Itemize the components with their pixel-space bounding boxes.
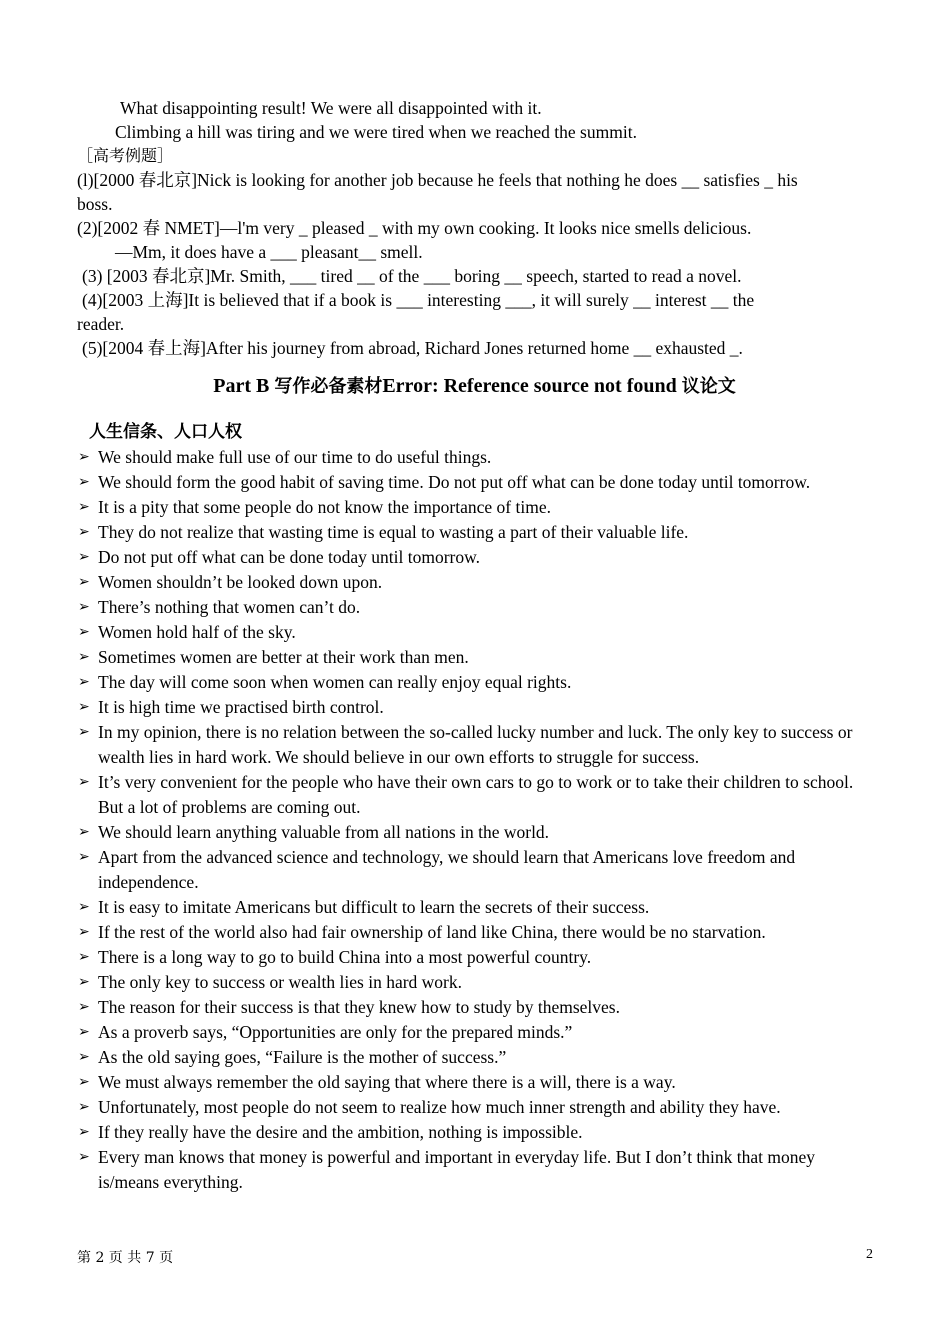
arrow-bullet-icon: ➢ (78, 649, 90, 665)
question-2-cont: —Mm, it does have a ___ pleasant__ smell. (115, 242, 423, 262)
part-b-cjk-suffix: 议论文 (681, 376, 736, 397)
list-item (77, 1045, 872, 1070)
arrow-bullet-icon: ➢ (78, 924, 90, 940)
question-1: (l)[2000 春北京]Nick is looking for another job because he feels that nothing he does __ satisfies _ his (77, 170, 798, 190)
page-content (77, 96, 872, 1195)
list-item-text: If they really have the desire and the ambition, nothing is impossible. (98, 1122, 583, 1142)
list-item (77, 595, 872, 620)
part-b-error-text: Error: Reference source not found (382, 375, 677, 397)
arrow-bullet-icon: ➢ (78, 1149, 90, 1165)
list-item-text: They do not realize that wasting time is equal to wasting a part of their valuable life. (98, 522, 689, 542)
list-item (77, 995, 872, 1020)
list-item (77, 820, 872, 845)
intro-line: What disappointing result! We were all disappointed with it. (120, 98, 542, 118)
bullet-list (77, 445, 872, 1195)
arrow-bullet-icon: ➢ (78, 449, 90, 465)
list-item-text: The day will come soon when women can really enjoy equal rights. (98, 672, 572, 692)
part-b-title (77, 372, 872, 401)
list-item (77, 520, 872, 545)
list-item (77, 645, 872, 670)
list-item-text: We should form the good habit of saving time. Do not put off what can be done today until tomorrow. (98, 472, 811, 492)
arrow-bullet-icon: ➢ (78, 549, 90, 565)
list-item (77, 620, 872, 645)
arrow-bullet-icon: ➢ (78, 1124, 90, 1140)
list-item-text: We should learn anything valuable from all nations in the world. (98, 822, 550, 842)
arrow-bullet-icon: ➢ (78, 974, 90, 990)
arrow-bullet-icon: ➢ (78, 499, 90, 515)
question-4: (4)[2003 上海]It is believed that if a book is ___ interesting ___, it will surely __ interest __ the (82, 290, 755, 310)
list-item (77, 570, 872, 595)
arrow-bullet-icon: ➢ (78, 774, 90, 790)
arrow-bullet-icon: ➢ (78, 1024, 90, 1040)
arrow-bullet-icon: ➢ (78, 949, 90, 965)
arrow-bullet-icon: ➢ (78, 524, 90, 540)
arrow-bullet-icon: ➢ (78, 999, 90, 1015)
arrow-bullet-icon: ➢ (78, 574, 90, 590)
arrow-bullet-icon: ➢ (78, 674, 90, 690)
list-item (77, 495, 872, 520)
list-item-text: It is easy to imitate Americans but difficult to learn the secrets of their success. (98, 897, 650, 917)
list-item (77, 1145, 872, 1195)
part-b-cjk-title: 写作必备素材 (274, 376, 383, 397)
arrow-bullet-icon: ➢ (78, 1049, 90, 1065)
list-item-text: We should make full use of our time to do useful things. (98, 447, 492, 467)
arrow-bullet-icon: ➢ (78, 599, 90, 615)
arrow-bullet-icon: ➢ (78, 474, 90, 490)
question-4-cont: reader. (77, 314, 125, 334)
list-item-text: If the rest of the world also had fair ownership of land like China, there would be no starvation. (98, 922, 766, 942)
arrow-bullet-icon: ➢ (78, 849, 90, 865)
arrow-bullet-icon: ➢ (78, 1074, 90, 1090)
list-item (77, 1020, 872, 1045)
list-item-text: There is a long way to go to build China into a most powerful country. (98, 947, 592, 967)
list-item (77, 845, 872, 895)
list-item-text: Every man knows that money is powerful and important in everyday life. But I don’t think that money is/means everything. (98, 1147, 816, 1192)
list-item (77, 1070, 872, 1095)
list-item (77, 470, 872, 495)
list-item (77, 1095, 872, 1120)
section-heading: 人生信条、人口人权 (89, 422, 242, 442)
list-item-text: The reason for their success is that they knew how to study by themselves. (98, 997, 620, 1017)
arrow-bullet-icon: ➢ (78, 699, 90, 715)
list-item (77, 720, 872, 770)
list-item-text: Do not put off what can be done today until tomorrow. (98, 547, 481, 567)
list-item-text: Women hold half of the sky. (98, 622, 296, 642)
list-item (77, 970, 872, 995)
list-item-text: Apart from the advanced science and technology, we should learn that Americans love freedom and independence. (98, 847, 796, 892)
list-item (77, 920, 872, 945)
arrow-bullet-icon: ➢ (78, 624, 90, 640)
list-item-text: As the old saying goes, “Failure is the mother of success.” (98, 1047, 507, 1067)
list-item (77, 670, 872, 695)
list-item (77, 945, 872, 970)
list-item (77, 770, 872, 820)
list-item-text: Sometimes women are better at their work than men. (98, 647, 469, 667)
list-item-text: It is a pity that some people do not know the importance of time. (98, 497, 551, 517)
footer-page-number: 2 (866, 1247, 873, 1262)
arrow-bullet-icon: ➢ (78, 724, 90, 740)
question-5: (5)[2004 春上海]After his journey from abroad, Richard Jones returned home __ exhausted _. (82, 338, 743, 358)
list-item-text: It’s very convenient for the people who have their own cars to go to work or to take their children to school. But a lot of problems are coming out. (98, 772, 854, 817)
list-item (77, 445, 872, 470)
list-item-text: There’s nothing that women can’t do. (98, 597, 361, 617)
list-item-text: Unfortunately, most people do not seem to realize how much inner strength and ability they have. (98, 1097, 781, 1117)
list-item-text: The only key to success or wealth lies in hard work. (98, 972, 463, 992)
question-3: (3) [2003 春北京]Mr. Smith, ___ tired __ of the ___ boring __ speech, started to read a novel. (82, 266, 742, 286)
exam-heading: ［高考例题］ (77, 146, 174, 165)
arrow-bullet-icon: ➢ (78, 899, 90, 915)
list-item (77, 545, 872, 570)
list-item-text: As a proverb says, “Opportunities are only for the prepared minds.” (98, 1022, 573, 1042)
arrow-bullet-icon: ➢ (78, 824, 90, 840)
question-2: (2)[2002 春 NMET]—l'm very _ pleased _ with my own cooking. It looks nice smells delicious. (77, 218, 752, 238)
footer-page-count: 第 2 页 共 7 页 (77, 1250, 174, 1266)
intro-line: Climbing a hill was tiring and we were tired when we reached the summit. (115, 122, 637, 142)
part-b-prefix: Part B (213, 375, 270, 397)
list-item-text: In my opinion, there is no relation between the so-called lucky number and luck. The only key to success or wealth lies in hard work. We should believe in our own efforts to struggle for success. (98, 722, 853, 767)
arrow-bullet-icon: ➢ (78, 1099, 90, 1115)
list-item-text: It is high time we practised birth control. (98, 697, 384, 717)
list-item-text: Women shouldn’t be looked down upon. (98, 572, 383, 592)
list-item (77, 895, 872, 920)
question-1-cont: boss. (77, 194, 113, 214)
list-item (77, 1120, 872, 1145)
list-item-text: We must always remember the old saying that where there is a will, there is a way. (98, 1072, 676, 1092)
list-item (77, 695, 872, 720)
